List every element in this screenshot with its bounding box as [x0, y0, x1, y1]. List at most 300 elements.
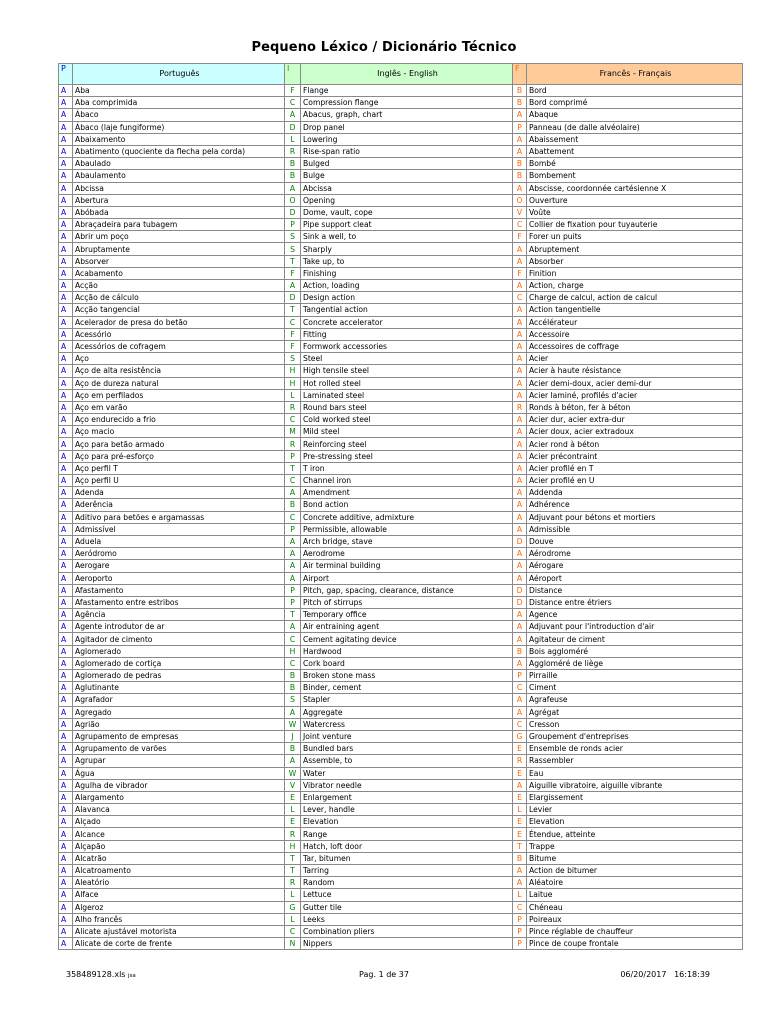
term-fr: Acier doux, acier extradoux	[527, 426, 743, 438]
table-row	[59, 328, 743, 340]
term-pt: Acção	[73, 280, 285, 292]
term-fr: Bord	[527, 85, 743, 97]
term-en: Hot rolled steel	[301, 377, 513, 389]
letter-pt: A	[59, 414, 73, 426]
term-en: Lever, handle	[301, 804, 513, 816]
letter-fr: D	[513, 596, 527, 608]
term-en: Airport	[301, 572, 513, 584]
letter-en: T	[285, 462, 301, 474]
term-en: Vibrator needle	[301, 779, 513, 791]
letter-pt: A	[59, 231, 73, 243]
letter-en: T	[285, 852, 301, 864]
term-fr: Aléatoire	[527, 877, 743, 889]
term-en: Abacus, graph, chart	[301, 109, 513, 121]
term-fr: Aéroport	[527, 572, 743, 584]
term-fr: Abattement	[527, 145, 743, 157]
table-row	[59, 462, 743, 474]
term-en: Cement agitating device	[301, 633, 513, 645]
table-row	[59, 584, 743, 596]
table-row	[59, 316, 743, 328]
letter-pt: A	[59, 584, 73, 596]
term-en: Laminated steel	[301, 389, 513, 401]
term-pt: Aglutinante	[73, 682, 285, 694]
term-pt: Agrião	[73, 718, 285, 730]
letter-en: F	[285, 328, 301, 340]
letter-fr: E	[513, 767, 527, 779]
letter-en: S	[285, 694, 301, 706]
letter-pt: A	[59, 791, 73, 803]
table-row	[59, 377, 743, 389]
table-row	[59, 438, 743, 450]
letter-en: H	[285, 645, 301, 657]
letter-en: S	[285, 353, 301, 365]
letter-fr: F	[513, 267, 527, 279]
letter-fr: A	[513, 328, 527, 340]
term-en: Assemble, to	[301, 755, 513, 767]
letter-fr: A	[513, 499, 527, 511]
term-fr: Agence	[527, 609, 743, 621]
letter-en: V	[285, 779, 301, 791]
term-en: Leeks	[301, 913, 513, 925]
letter-fr: A	[513, 450, 527, 462]
letter-pt: A	[59, 913, 73, 925]
table-row	[59, 182, 743, 194]
term-pt: Aduela	[73, 535, 285, 547]
table-row	[59, 267, 743, 279]
letter-pt: A	[59, 572, 73, 584]
table-row	[59, 852, 743, 864]
term-fr: Finition	[527, 267, 743, 279]
term-pt: Afastamento	[73, 584, 285, 596]
term-fr: Distance entre étriers	[527, 596, 743, 608]
table-row	[59, 767, 743, 779]
letter-pt: A	[59, 353, 73, 365]
term-pt: Afastamento entre estribos	[73, 596, 285, 608]
letter-pt: A	[59, 475, 73, 487]
letter-fr: O	[513, 194, 527, 206]
table-row	[59, 645, 743, 657]
term-en: Pre-stressing steel	[301, 450, 513, 462]
term-en: Drop panel	[301, 121, 513, 133]
table-row	[59, 609, 743, 621]
letter-en: A	[285, 548, 301, 560]
letter-pt: A	[59, 328, 73, 340]
letter-en: P	[285, 219, 301, 231]
letter-pt: A	[59, 523, 73, 535]
letter-en: L	[285, 889, 301, 901]
term-pt: Agrupamento de varões	[73, 743, 285, 755]
term-pt: Alçapão	[73, 840, 285, 852]
term-fr: Cresson	[527, 718, 743, 730]
term-fr: Accessoire	[527, 328, 743, 340]
term-en: Steel	[301, 353, 513, 365]
letter-pt: A	[59, 730, 73, 742]
term-fr: Pince de coupe frontale	[527, 938, 743, 950]
table-header-row	[59, 64, 743, 85]
letter-en: C	[285, 511, 301, 523]
letter-en: H	[285, 377, 301, 389]
term-en: Aerodrome	[301, 548, 513, 560]
table-row	[59, 133, 743, 145]
letter-pt: A	[59, 938, 73, 950]
letter-fr: A	[513, 316, 527, 328]
letter-en: N	[285, 938, 301, 950]
letter-pt: A	[59, 645, 73, 657]
term-fr: Acier laminé, profilés d'acier	[527, 389, 743, 401]
term-pt: Aglomerado de cortiça	[73, 657, 285, 669]
letter-fr: R	[513, 401, 527, 413]
term-en: Lowering	[301, 133, 513, 145]
letter-fr: A	[513, 145, 527, 157]
letter-en: L	[285, 389, 301, 401]
term-en: Air entraining agent	[301, 621, 513, 633]
footer-user: jsa	[128, 973, 136, 979]
term-en: Joint venture	[301, 730, 513, 742]
letter-pt: A	[59, 865, 73, 877]
table-row	[59, 170, 743, 182]
term-fr: Action tangentielle	[527, 304, 743, 316]
letter-fr: A	[513, 609, 527, 621]
table-row	[59, 560, 743, 572]
letter-fr: C	[513, 718, 527, 730]
table-row	[59, 877, 743, 889]
letter-fr: B	[513, 85, 527, 97]
letter-pt: A	[59, 621, 73, 633]
term-fr: Bord comprimé	[527, 97, 743, 109]
letter-pt: A	[59, 401, 73, 413]
table-row	[59, 804, 743, 816]
letter-en: B	[285, 158, 301, 170]
letter-pt: A	[59, 840, 73, 852]
term-pt: Abatimento (quociente da flecha pela corda)	[73, 145, 285, 157]
term-en: Binder, cement	[301, 682, 513, 694]
table-row	[59, 365, 743, 377]
term-pt: Alargamento	[73, 791, 285, 803]
letter-en: A	[285, 621, 301, 633]
letter-pt: A	[59, 852, 73, 864]
term-pt: Abaixamento	[73, 133, 285, 145]
header-letter-en: I	[285, 64, 301, 85]
term-fr: Absorber	[527, 255, 743, 267]
letter-pt: A	[59, 450, 73, 462]
term-fr: Adjuvant pour l'introduction d'air	[527, 621, 743, 633]
term-pt: Abcissa	[73, 182, 285, 194]
letter-en: F	[285, 85, 301, 97]
term-en: Finishing	[301, 267, 513, 279]
table-row	[59, 353, 743, 365]
letter-fr: A	[513, 414, 527, 426]
table-row	[59, 828, 743, 840]
term-fr: Acier dur, acier extra-dur	[527, 414, 743, 426]
letter-en: M	[285, 426, 301, 438]
table-row	[59, 450, 743, 462]
letter-fr: A	[513, 462, 527, 474]
table-row	[59, 889, 743, 901]
letter-fr: A	[513, 865, 527, 877]
letter-pt: A	[59, 718, 73, 730]
letter-en: R	[285, 401, 301, 413]
table-row	[59, 389, 743, 401]
letter-en: A	[285, 560, 301, 572]
table-row	[59, 523, 743, 535]
letter-en: C	[285, 414, 301, 426]
letter-pt: A	[59, 596, 73, 608]
term-en: Range	[301, 828, 513, 840]
letter-pt: A	[59, 426, 73, 438]
term-fr: Trappe	[527, 840, 743, 852]
term-pt: Aerogare	[73, 560, 285, 572]
letter-en: L	[285, 913, 301, 925]
term-pt: Alicate de corte de frente	[73, 938, 285, 950]
letter-pt: A	[59, 487, 73, 499]
letter-en: S	[285, 243, 301, 255]
letter-en: P	[285, 596, 301, 608]
table-row	[59, 657, 743, 669]
table-row	[59, 158, 743, 170]
table-row	[59, 231, 743, 243]
term-en: Temporary office	[301, 609, 513, 621]
letter-fr: P	[513, 121, 527, 133]
term-fr: Adhérence	[527, 499, 743, 511]
term-fr: Acier précontraint	[527, 450, 743, 462]
footer-datetime: 06/20/2017 16:18:39	[620, 970, 710, 979]
letter-en: L	[285, 804, 301, 816]
letter-fr: A	[513, 353, 527, 365]
term-fr: Bois aggloméré	[527, 645, 743, 657]
term-en: Hatch, loft door	[301, 840, 513, 852]
term-fr: Adjuvant pour bétons et mortiers	[527, 511, 743, 523]
letter-pt: A	[59, 85, 73, 97]
letter-en: A	[285, 280, 301, 292]
term-fr: Addenda	[527, 487, 743, 499]
term-fr: Pince réglable de chauffeur	[527, 925, 743, 937]
letter-en: A	[285, 487, 301, 499]
term-pt: Abraçadeira para tubagem	[73, 219, 285, 231]
header-portugues: Português	[73, 64, 285, 85]
letter-pt: A	[59, 316, 73, 328]
letter-fr: A	[513, 255, 527, 267]
footer-page-number: Pag. 1 de 37	[359, 970, 409, 979]
letter-fr: A	[513, 779, 527, 791]
term-en: Rise-span ratio	[301, 145, 513, 157]
term-pt: Adenda	[73, 487, 285, 499]
term-pt: Alicate ajustável motorista	[73, 925, 285, 937]
term-pt: Acção de cálculo	[73, 292, 285, 304]
term-en: Bulged	[301, 158, 513, 170]
letter-en: R	[285, 828, 301, 840]
header-ingles: Inglês - English	[301, 64, 513, 85]
letter-en: B	[285, 670, 301, 682]
term-pt: Aba comprimida	[73, 97, 285, 109]
letter-fr: A	[513, 633, 527, 645]
term-en: Pitch, gap, spacing, clearance, distance	[301, 584, 513, 596]
header-letter-pt: P	[59, 64, 73, 85]
letter-fr: D	[513, 584, 527, 596]
letter-pt: A	[59, 535, 73, 547]
term-en: Arch bridge, stave	[301, 535, 513, 547]
term-pt: Agulha de vibrador	[73, 779, 285, 791]
term-pt: Alcatrão	[73, 852, 285, 864]
letter-fr: A	[513, 133, 527, 145]
letter-pt: A	[59, 901, 73, 913]
letter-pt: A	[59, 170, 73, 182]
letter-pt: A	[59, 145, 73, 157]
header-letter-fr: F	[513, 64, 527, 85]
term-pt: Agrupar	[73, 755, 285, 767]
term-en: Permissible, allowable	[301, 523, 513, 535]
term-pt: Agitador de cimento	[73, 633, 285, 645]
term-en: Tar, bitumen	[301, 852, 513, 864]
letter-en: B	[285, 682, 301, 694]
term-fr: Ouverture	[527, 194, 743, 206]
letter-fr: B	[513, 97, 527, 109]
term-fr: Acier à haute résistance	[527, 365, 743, 377]
term-pt: Alçado	[73, 816, 285, 828]
term-en: Concrete accelerator	[301, 316, 513, 328]
term-fr: Agrafeuse	[527, 694, 743, 706]
term-fr: Voûte	[527, 206, 743, 218]
letter-fr: L	[513, 889, 527, 901]
term-pt: Acessórios de cofragem	[73, 340, 285, 352]
term-en: T iron	[301, 462, 513, 474]
term-pt: Ábaco (laje fungiforme)	[73, 121, 285, 133]
term-en: Sink a well, to	[301, 231, 513, 243]
letter-pt: A	[59, 133, 73, 145]
table-row	[59, 511, 743, 523]
table-row	[59, 730, 743, 742]
table-row	[59, 206, 743, 218]
letter-fr: A	[513, 426, 527, 438]
letter-pt: A	[59, 292, 73, 304]
letter-en: E	[285, 816, 301, 828]
letter-en: T	[285, 865, 301, 877]
letter-pt: A	[59, 194, 73, 206]
letter-en: C	[285, 633, 301, 645]
term-fr: Acier profilé en U	[527, 475, 743, 487]
table-row	[59, 755, 743, 767]
term-en: Sharply	[301, 243, 513, 255]
letter-pt: A	[59, 670, 73, 682]
letter-en: S	[285, 231, 301, 243]
term-pt: Abóbada	[73, 206, 285, 218]
letter-fr: E	[513, 828, 527, 840]
table-row	[59, 487, 743, 499]
letter-fr: A	[513, 487, 527, 499]
letter-en: A	[285, 182, 301, 194]
letter-pt: A	[59, 219, 73, 231]
letter-pt: A	[59, 877, 73, 889]
term-en: Pitch of stirrups	[301, 596, 513, 608]
term-en: Take up, to	[301, 255, 513, 267]
term-en: Bond action	[301, 499, 513, 511]
term-en: Flange	[301, 85, 513, 97]
letter-fr: T	[513, 840, 527, 852]
letter-pt: A	[59, 816, 73, 828]
letter-pt: A	[59, 633, 73, 645]
letter-en: C	[285, 97, 301, 109]
term-fr: Aggloméré de liège	[527, 657, 743, 669]
letter-fr: A	[513, 572, 527, 584]
letter-en: L	[285, 133, 301, 145]
letter-fr: L	[513, 804, 527, 816]
term-en: Random	[301, 877, 513, 889]
term-fr: Ciment	[527, 682, 743, 694]
term-en: Water	[301, 767, 513, 779]
table-row	[59, 816, 743, 828]
letter-fr: A	[513, 560, 527, 572]
letter-en: D	[285, 206, 301, 218]
table-row	[59, 938, 743, 950]
term-en: Enlargement	[301, 791, 513, 803]
term-en: Combination pliers	[301, 925, 513, 937]
term-fr: Abruptement	[527, 243, 743, 255]
term-fr: Acier profilé en T	[527, 462, 743, 474]
term-pt: Aglomerado	[73, 645, 285, 657]
term-fr: Accélérateur	[527, 316, 743, 328]
term-en: Fitting	[301, 328, 513, 340]
term-en: Abcissa	[301, 182, 513, 194]
term-en: Tangential action	[301, 304, 513, 316]
term-en: Elevation	[301, 816, 513, 828]
table-row	[59, 706, 743, 718]
letter-pt: A	[59, 438, 73, 450]
term-pt: Alho francês	[73, 913, 285, 925]
letter-en: F	[285, 340, 301, 352]
term-fr: Elevation	[527, 816, 743, 828]
letter-fr: A	[513, 182, 527, 194]
footer-file: 358489128.xls	[66, 970, 126, 979]
letter-pt: A	[59, 682, 73, 694]
term-pt: Alcatroamento	[73, 865, 285, 877]
table-row	[59, 304, 743, 316]
term-pt: Acabamento	[73, 267, 285, 279]
term-en: Cold worked steel	[301, 414, 513, 426]
table-row	[59, 596, 743, 608]
term-fr: Abaissement	[527, 133, 743, 145]
letter-fr: A	[513, 621, 527, 633]
term-en: High tensile steel	[301, 365, 513, 377]
table-row	[59, 280, 743, 292]
term-en: Cork board	[301, 657, 513, 669]
letter-en: D	[285, 121, 301, 133]
term-pt: Aço perfil T	[73, 462, 285, 474]
letter-en: G	[285, 901, 301, 913]
letter-fr: B	[513, 170, 527, 182]
term-fr: Laitue	[527, 889, 743, 901]
letter-pt: A	[59, 743, 73, 755]
term-en: Pipe support cleat	[301, 219, 513, 231]
letter-en: H	[285, 365, 301, 377]
letter-fr: E	[513, 816, 527, 828]
term-en: Nippers	[301, 938, 513, 950]
table-row	[59, 475, 743, 487]
term-pt: Acção tangencial	[73, 304, 285, 316]
term-en: Formwork accessories	[301, 340, 513, 352]
term-en: Gutter tile	[301, 901, 513, 913]
term-fr: Abaque	[527, 109, 743, 121]
term-fr: Aiguille vibratoire, aiguille vibrante	[527, 779, 743, 791]
table-row	[59, 255, 743, 267]
term-fr: Acier	[527, 353, 743, 365]
term-en: Lettuce	[301, 889, 513, 901]
letter-fr: P	[513, 925, 527, 937]
term-fr: Panneau (de dalle alvéolaire)	[527, 121, 743, 133]
letter-fr: V	[513, 206, 527, 218]
letter-pt: A	[59, 462, 73, 474]
term-pt: Aleatório	[73, 877, 285, 889]
term-en: Reinforcing steel	[301, 438, 513, 450]
letter-en: B	[285, 499, 301, 511]
